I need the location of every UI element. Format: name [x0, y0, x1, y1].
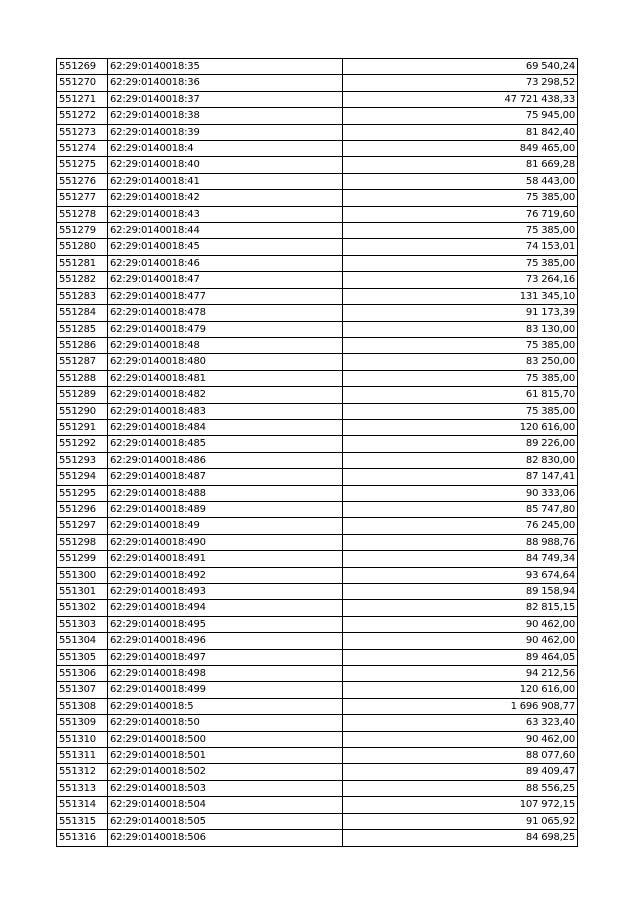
table-row: [57, 501, 578, 517]
table-row: [57, 305, 578, 321]
table-row: [57, 354, 578, 370]
cadastral-number-cell: 62:29:0140018:500: [108, 731, 343, 747]
row-number-cell: 551274: [57, 141, 108, 157]
row-number-cell: 551269: [57, 59, 108, 75]
cadastral-number-cell: 62:29:0140018:50: [108, 715, 343, 731]
row-number-cell: 551277: [57, 190, 108, 206]
row-number-cell: 551281: [57, 255, 108, 271]
table-row: [57, 370, 578, 386]
row-number-cell: 551288: [57, 370, 108, 386]
cadastral-number-cell: 62:29:0140018:485: [108, 436, 343, 452]
cadastral-value-cell: 107 972,15: [343, 797, 578, 813]
cadastral-number-cell: 62:29:0140018:488: [108, 485, 343, 501]
row-number-cell: 551307: [57, 682, 108, 698]
table-row: [57, 403, 578, 419]
cadastral-value-cell: 90 333,06: [343, 485, 578, 501]
row-number-cell: 551299: [57, 551, 108, 567]
table-row: [57, 59, 578, 75]
table-row: [57, 731, 578, 747]
cadastral-number-cell: 62:29:0140018:504: [108, 797, 343, 813]
row-number-cell: 551304: [57, 633, 108, 649]
row-number-cell: 551290: [57, 403, 108, 419]
cadastral-number-cell: 62:29:0140018:43: [108, 206, 343, 222]
table-row: [57, 600, 578, 616]
cadastral-number-cell: 62:29:0140018:478: [108, 305, 343, 321]
cadastral-number-cell: 62:29:0140018:36: [108, 75, 343, 91]
cadastral-value-cell: 63 323,40: [343, 715, 578, 731]
table-row: [57, 715, 578, 731]
table-row: [57, 223, 578, 239]
table-row: [57, 124, 578, 140]
cadastral-value-cell: 91 173,39: [343, 305, 578, 321]
cadastral-number-cell: 62:29:0140018:479: [108, 321, 343, 337]
row-number-cell: 551275: [57, 157, 108, 173]
cadastral-number-cell: 62:29:0140018:38: [108, 108, 343, 124]
cadastral-value-cell: 75 385,00: [343, 403, 578, 419]
cadastral-value-cell: 89 409,47: [343, 764, 578, 780]
cadastral-value-cell: 87 147,41: [343, 469, 578, 485]
row-number-cell: 551300: [57, 567, 108, 583]
table-row: [57, 173, 578, 189]
row-number-cell: 551309: [57, 715, 108, 731]
row-number-cell: 551310: [57, 731, 108, 747]
cadastral-number-cell: 62:29:0140018:35: [108, 59, 343, 75]
cadastral-number-cell: 62:29:0140018:502: [108, 764, 343, 780]
cadastral-number-cell: 62:29:0140018:42: [108, 190, 343, 206]
table-row: [57, 75, 578, 91]
table-row: [57, 649, 578, 665]
cadastral-value-cell: 83 250,00: [343, 354, 578, 370]
cadastral-value-cell: 75 945,00: [343, 108, 578, 124]
row-number-cell: 551272: [57, 108, 108, 124]
cadastral-value-cell: 81 842,40: [343, 124, 578, 140]
cadastral-value-cell: 83 130,00: [343, 321, 578, 337]
cadastral-value-cell: 1 696 908,77: [343, 698, 578, 714]
cadastral-value-cell: 69 540,24: [343, 59, 578, 75]
cadastral-value-cell: 90 462,00: [343, 633, 578, 649]
cadastral-number-cell: 62:29:0140018:484: [108, 419, 343, 435]
cadastral-value-cell: 85 747,80: [343, 501, 578, 517]
cadastral-number-cell: 62:29:0140018:495: [108, 616, 343, 632]
cadastral-value-cell: 47 721 438,33: [343, 91, 578, 107]
row-number-cell: 551286: [57, 337, 108, 353]
cadastral-number-cell: 62:29:0140018:46: [108, 255, 343, 271]
row-number-cell: 551303: [57, 616, 108, 632]
row-number-cell: 551314: [57, 797, 108, 813]
table-row: [57, 698, 578, 714]
cadastral-value-cell: 89 158,94: [343, 584, 578, 600]
cadastral-number-cell: 62:29:0140018:506: [108, 830, 343, 846]
table-row: [57, 584, 578, 600]
row-number-cell: 551295: [57, 485, 108, 501]
row-number-cell: 551271: [57, 91, 108, 107]
cadastral-number-cell: 62:29:0140018:493: [108, 584, 343, 600]
cadastral-value-cell: 82 815,15: [343, 600, 578, 616]
table-row: [57, 206, 578, 222]
row-number-cell: 551282: [57, 272, 108, 288]
cadastral-value-cell: 120 616,00: [343, 419, 578, 435]
row-number-cell: 551292: [57, 436, 108, 452]
table-row: [57, 337, 578, 353]
cadastral-number-cell: 62:29:0140018:505: [108, 813, 343, 829]
cadastral-value-cell: 90 462,00: [343, 731, 578, 747]
table-row: [57, 91, 578, 107]
table-row: [57, 780, 578, 796]
table-body: [57, 59, 578, 847]
row-number-cell: 551294: [57, 469, 108, 485]
cadastral-number-cell: 62:29:0140018:487: [108, 469, 343, 485]
cadastral-number-cell: 62:29:0140018:44: [108, 223, 343, 239]
cadastral-value-cell: 58 443,00: [343, 173, 578, 189]
table-row: [57, 518, 578, 534]
cadastral-number-cell: 62:29:0140018:492: [108, 567, 343, 583]
cadastral-value-cell: 89 226,00: [343, 436, 578, 452]
cadastral-number-cell: 62:29:0140018:49: [108, 518, 343, 534]
cadastral-value-cell: 81 669,28: [343, 157, 578, 173]
cadastral-value-cell: 93 674,64: [343, 567, 578, 583]
cadastral-number-cell: 62:29:0140018:47: [108, 272, 343, 288]
table-row: [57, 551, 578, 567]
row-number-cell: 551313: [57, 780, 108, 796]
cadastral-value-cell: 76 719,60: [343, 206, 578, 222]
cadastral-value-cell: 74 153,01: [343, 239, 578, 255]
cadastral-value-cell: 88 077,60: [343, 748, 578, 764]
cadastral-value-cell: 89 464,05: [343, 649, 578, 665]
cadastral-number-cell: 62:29:0140018:497: [108, 649, 343, 665]
cadastral-value-cell: 75 385,00: [343, 223, 578, 239]
row-number-cell: 551311: [57, 748, 108, 764]
row-number-cell: 551316: [57, 830, 108, 846]
table-row: [57, 255, 578, 271]
cadastral-value-cell: 120 616,00: [343, 682, 578, 698]
row-number-cell: 551301: [57, 584, 108, 600]
row-number-cell: 551276: [57, 173, 108, 189]
cadastral-number-cell: 62:29:0140018:39: [108, 124, 343, 140]
row-number-cell: 551278: [57, 206, 108, 222]
cadastral-value-cell: 82 830,00: [343, 452, 578, 468]
cadastral-number-cell: 62:29:0140018:486: [108, 452, 343, 468]
table-row: [57, 239, 578, 255]
row-number-cell: 551297: [57, 518, 108, 534]
cadastral-number-cell: 62:29:0140018:480: [108, 354, 343, 370]
row-number-cell: 551315: [57, 813, 108, 829]
cadastral-value-cell: 84 749,34: [343, 551, 578, 567]
table-row: [57, 452, 578, 468]
table-row: [57, 633, 578, 649]
cadastral-number-cell: 62:29:0140018:489: [108, 501, 343, 517]
table-row: [57, 813, 578, 829]
cadastral-number-cell: 62:29:0140018:41: [108, 173, 343, 189]
row-number-cell: 551279: [57, 223, 108, 239]
table-row: [57, 108, 578, 124]
row-number-cell: 551298: [57, 534, 108, 550]
cadastral-value-cell: 88 988,76: [343, 534, 578, 550]
table-row: [57, 748, 578, 764]
row-number-cell: 551280: [57, 239, 108, 255]
cadastral-number-cell: 62:29:0140018:499: [108, 682, 343, 698]
cadastral-number-cell: 62:29:0140018:503: [108, 780, 343, 796]
cadastral-value-cell: 94 212,56: [343, 666, 578, 682]
cadastral-value-cell: 75 385,00: [343, 370, 578, 386]
cadastral-number-cell: 62:29:0140018:498: [108, 666, 343, 682]
table-row: [57, 666, 578, 682]
table-row: [57, 682, 578, 698]
table-row: [57, 797, 578, 813]
row-number-cell: 551283: [57, 288, 108, 304]
cadastral-value-cell: 73 264,16: [343, 272, 578, 288]
cadastral-value-cell: 75 385,00: [343, 337, 578, 353]
cadastral-number-cell: 62:29:0140018:501: [108, 748, 343, 764]
row-number-cell: 551296: [57, 501, 108, 517]
cadastral-number-cell: 62:29:0140018:481: [108, 370, 343, 386]
table-row: [57, 387, 578, 403]
cadastral-value-cell: 61 815,70: [343, 387, 578, 403]
cadastral-number-cell: 62:29:0140018:491: [108, 551, 343, 567]
row-number-cell: 551308: [57, 698, 108, 714]
row-number-cell: 551285: [57, 321, 108, 337]
cadastral-value-cell: 90 462,00: [343, 616, 578, 632]
cadastral-value-cell: 76 245,00: [343, 518, 578, 534]
table-row: [57, 419, 578, 435]
table-row: [57, 534, 578, 550]
row-number-cell: 551291: [57, 419, 108, 435]
cadastral-value-cell: 91 065,92: [343, 813, 578, 829]
cadastral-value-cell: 84 698,25: [343, 830, 578, 846]
table-row: [57, 469, 578, 485]
cadastral-number-cell: 62:29:0140018:5: [108, 698, 343, 714]
table-row: [57, 288, 578, 304]
row-number-cell: 551306: [57, 666, 108, 682]
cadastral-value-cell: 849 465,00: [343, 141, 578, 157]
table-row: [57, 764, 578, 780]
cadastral-number-cell: 62:29:0140018:477: [108, 288, 343, 304]
table-row: [57, 616, 578, 632]
row-number-cell: 551312: [57, 764, 108, 780]
cadastral-value-cell: 75 385,00: [343, 190, 578, 206]
row-number-cell: 551273: [57, 124, 108, 140]
table-row: [57, 141, 578, 157]
row-number-cell: 551270: [57, 75, 108, 91]
table-row: [57, 436, 578, 452]
cadastral-number-cell: 62:29:0140018:37: [108, 91, 343, 107]
table-row: [57, 321, 578, 337]
cadastral-number-cell: 62:29:0140018:482: [108, 387, 343, 403]
cadastral-number-cell: 62:29:0140018:490: [108, 534, 343, 550]
row-number-cell: 551284: [57, 305, 108, 321]
cadastral-value-table: [56, 58, 578, 847]
row-number-cell: 551305: [57, 649, 108, 665]
table-row: [57, 157, 578, 173]
cadastral-number-cell: 62:29:0140018:483: [108, 403, 343, 419]
cadastral-number-cell: 62:29:0140018:48: [108, 337, 343, 353]
cadastral-value-cell: 88 556,25: [343, 780, 578, 796]
row-number-cell: 551289: [57, 387, 108, 403]
row-number-cell: 551302: [57, 600, 108, 616]
cadastral-number-cell: 62:29:0140018:494: [108, 600, 343, 616]
cadastral-number-cell: 62:29:0140018:40: [108, 157, 343, 173]
table-row: [57, 567, 578, 583]
cadastral-value-cell: 75 385,00: [343, 255, 578, 271]
cadastral-value-cell: 73 298,52: [343, 75, 578, 91]
table-row: [57, 830, 578, 846]
row-number-cell: 551287: [57, 354, 108, 370]
cadastral-number-cell: 62:29:0140018:45: [108, 239, 343, 255]
table-row: [57, 485, 578, 501]
table-row: [57, 272, 578, 288]
table-row: [57, 190, 578, 206]
cadastral-number-cell: 62:29:0140018:4: [108, 141, 343, 157]
cadastral-value-cell: 131 345,10: [343, 288, 578, 304]
cadastral-number-cell: 62:29:0140018:496: [108, 633, 343, 649]
row-number-cell: 551293: [57, 452, 108, 468]
